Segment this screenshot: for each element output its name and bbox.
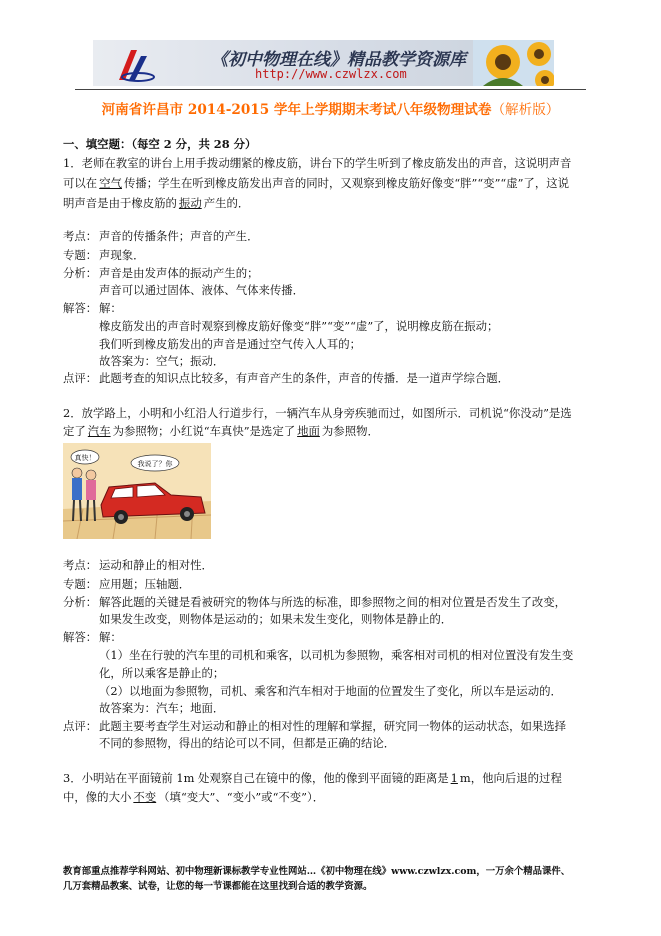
q1-dianping: 点评： 此题考查的知识点比较多，有声音产生的条件，声音的传播．是一道声学综合题． [63,371,510,385]
q3-line1: 3．小明站在平面镜前 1m 处观察自己在镜中的像，他的像到平面镜的距离是 1 m，他向后退的过程 [63,771,562,785]
q2-jieda: 解答： 解： [63,630,122,644]
q1-zhuanti: 专题： 声现象． [63,248,145,262]
sunflower-icon [473,40,554,86]
site-banner [93,40,554,86]
q2-line1: 2．放学路上，小明和小红沿人行道步行，一辆汽车从身旁疾驰而过，如图所示．司机说“你没动”是选 [63,406,572,420]
footer-line2: 几万套精品教案、试卷，让您的每一节课都能在这里找到合适的教学资源。 [63,881,373,892]
q1-answer2: 振动 [178,196,202,210]
q3-line2: 中，像的大小 不变 （填“变大”、“变小”或“不变”）． [63,790,325,804]
car-illustration [63,443,211,539]
q2-fenxi2: 如果发生改变，则物体是运动的；如果未发生变化，则物体是静止的． [99,612,453,626]
q2-dianping2: 不同的参照物，得出的结论可以不同，但都是正确的结论． [99,736,396,750]
q2-zhuanti: 专题： 应用题；压轴题． [63,577,191,591]
q1-jieda2: 我们听到橡皮筋发出的声音是通过空气传入人耳的； [99,337,361,351]
q2-fenxi: 分析： 解答此题的关键是看被研究的物体与所选的标准，即参照物之间的相对位置是否发生了改变， [63,595,567,609]
header-rule [75,89,586,90]
q2-line2: 定了 汽车 为参照物；小红说“车真快”是选定了 地面 为参照物． [63,424,379,438]
q2-jieda2: 化，所以乘客是静止的； [99,666,225,680]
site-logo-icon [115,44,155,84]
q2-answer2: 地面 [297,424,320,438]
q3-answer1: 1 [450,771,458,785]
q2-answer1: 汽车 [87,424,111,438]
q1-line2: 可以在 空气 传播；学生在听到橡皮筋发出声音的同时，又观察到橡皮筋好像变“胖”“变”“虚”了，这说 [63,176,569,190]
q1-jieda1: 橡皮筋发出的声音时观察到橡皮筋好像变“胖”“变”“虚”了，说明橡皮筋在振动； [99,319,499,333]
q1-line1: 1．老师在教室的讲台上用手拨动绷紧的橡皮筋，讲台下的学生听到了橡皮筋发出的声音，这说明声音 [63,156,572,170]
section-heading: 一、填空题：（每空 2 分，共 28 分） [63,137,257,151]
q1-kaodian: 考点： 声音的传播条件；声音的产生． [63,229,259,243]
q2-jieda1: （1）坐在行驶的汽车里的司机和乘客，以司机为参照物，乘客相对司机的相对位置没有发生变 [99,648,574,662]
q1-jieda: 解答： 解： [63,301,122,315]
q1-line3: 明声音是由于橡皮筋的 振动 产生的． [63,196,250,210]
footer-line1: 教育部重点推荐学科网站、初中物理新课标教学专业性网站…《初中物理在线》www.czwlzx.com，一万余个精品课件、 [63,866,571,877]
bubble-text-2: 我说了？你 [137,460,173,468]
bubble-text-1: 真快！ [74,454,96,462]
q1-fenxi: 分析： 声音是由发声体的振动产生的； [63,266,259,280]
document-title [0,98,661,118]
q2-jieda3: （2）以地面为参照物，司机、乘客和汽车相对于地面的位置发生了变化，所以车是运动的． [99,684,562,698]
q3-answer2: 不变 [133,790,157,804]
q1-jieda3: 故答案为：空气；振动． [99,354,225,368]
q2-dianping: 点评： 此题主要考查学生对运动和静止的相对性的理解和掌握，研究同一物体的运动状态，如果选择 [63,719,567,733]
banner-url[interactable]: http://www.czwlzx.com [255,67,407,81]
title-main: 河南省许昌市 2014-2015 学年上学期期末考试八年级物理试卷 [101,102,492,118]
q1-fenxi2: 声音可以通过固体、液体、气体来传播． [99,283,305,297]
q2-kaodian: 考点： 运动和静止的相对性． [63,558,213,572]
title-sub: （解析版） [491,102,560,118]
q2-jieda4: 故答案为：汽车；地面． [99,701,225,715]
q1-answer1: 空气 [99,176,122,190]
banner-title: 《初中物理在线》精品教学资源库 [211,50,466,70]
